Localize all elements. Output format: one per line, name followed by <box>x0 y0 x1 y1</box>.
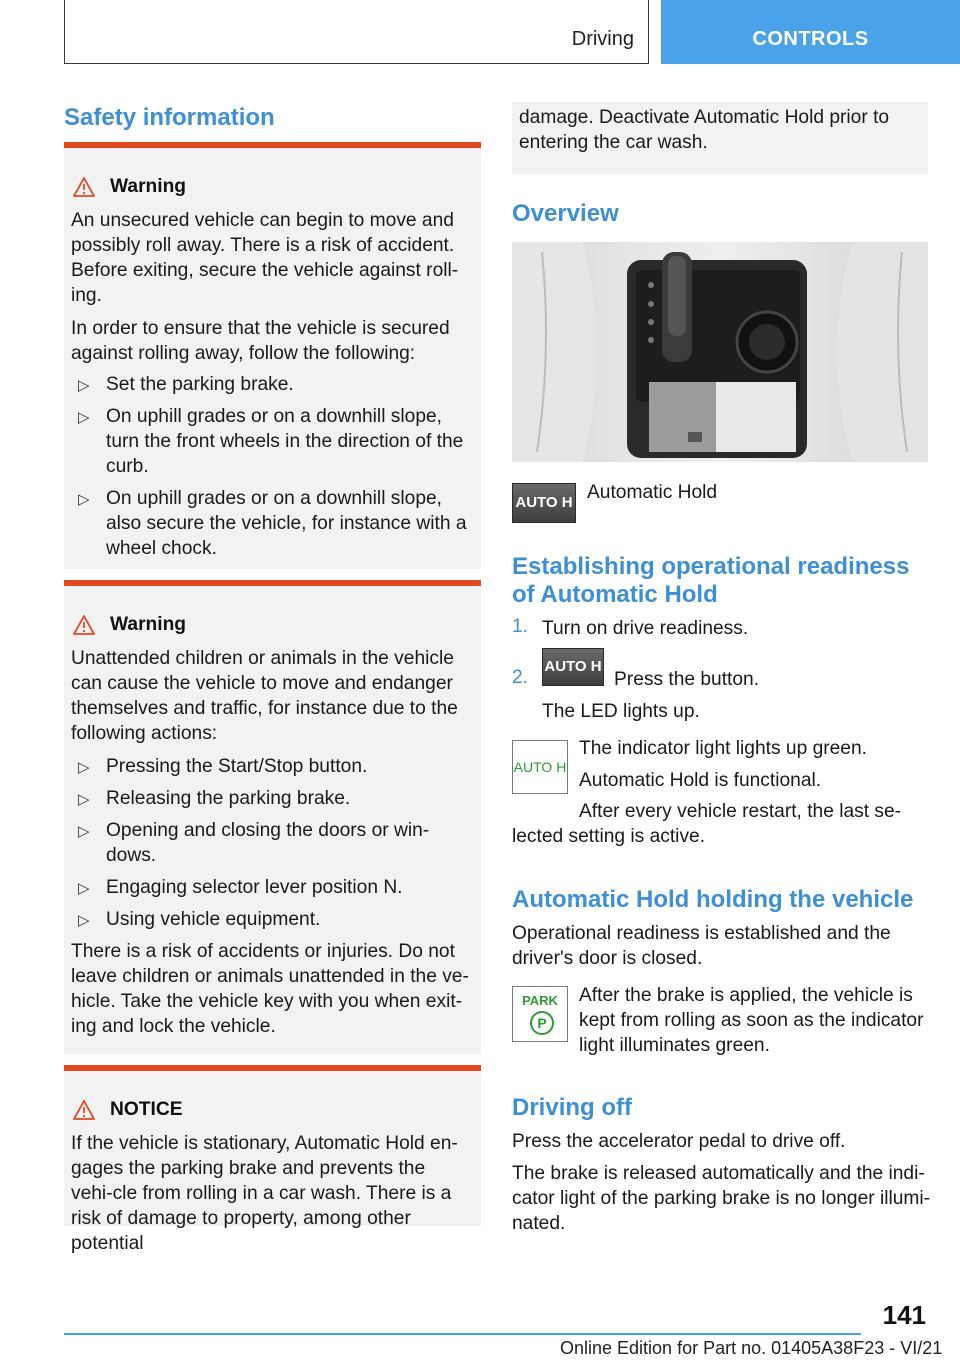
step-2-text: Press the button. <box>614 669 760 690</box>
bullet-icon: ▷ <box>78 491 90 508</box>
list-item: On uphill grades or on a downhill slope, also secure the vehicle, for instance with a wheel chock. <box>106 488 467 559</box>
notice-continuation: damage. Deactivate Automatic Hold prior to entering the car wash. <box>519 107 890 153</box>
notice-box <box>64 1065 481 1254</box>
bullet-icon: ▷ <box>78 791 90 808</box>
header-section-box <box>64 0 649 64</box>
warning-icon <box>72 614 96 636</box>
auto-hold-button-icon: AUTO H <box>542 648 604 686</box>
indicator-text-2: Automatic Hold is functional. <box>579 770 822 791</box>
warning-box-1 <box>64 142 481 569</box>
list-item: Opening and closing the doors or win-dows. <box>106 820 430 866</box>
console-photo <box>512 242 928 462</box>
warning1-intro: In order to ensure that the vehicle is secured against rolling away, follow the following: <box>71 318 450 364</box>
holding-text: Operational readiness is established and the driver's door is closed. <box>512 923 891 969</box>
auto-hold-label: Automatic Hold <box>587 482 718 503</box>
park-text: After the brake is applied, the vehicle is kept from rolling as soon as the indicator light illuminates green. <box>579 985 924 1056</box>
bullet-icon: ▷ <box>78 880 90 897</box>
list-item: On uphill grades or on a downhill slope, turn the front wheels in the direction of the curb. <box>106 406 464 477</box>
warning-label: Warning <box>110 614 187 635</box>
warning-box-2 <box>64 580 481 1054</box>
bullet-icon: ▷ <box>78 823 90 840</box>
notice-label: NOTICE <box>110 1099 183 1120</box>
readiness-title: Establishing operational readiness of Automatic Hold <box>512 553 910 608</box>
auto-hold-indicator-icon: AUTO H <box>512 740 568 794</box>
list-item: Releasing the parking brake. <box>106 788 351 809</box>
notice-continuation-box <box>512 102 928 174</box>
list-item: Set the parking brake. <box>106 374 294 395</box>
led-text: The LED lights up. <box>542 701 700 722</box>
warning1-text: An unsecured vehicle can begin to move and possibly roll away. There is a risk of accident. Before exiting, secure the vehicle against roll-ing. <box>71 210 459 306</box>
warning-label: Warning <box>110 176 187 197</box>
list-item: Engaging selector lever position N. <box>106 877 403 898</box>
header-chapter: CONTROLS <box>752 28 869 50</box>
footer-edition: Online Edition for Part no. 01405A38F23 - VI/21 <box>560 1338 943 1358</box>
indicator-text-1: The indicator light lights up green. <box>579 738 867 759</box>
driving-off-text-2: The brake is released automatically and the indi-cator light of the parking brake is no longer illumi-nated. <box>512 1163 931 1234</box>
bullet-icon: ▷ <box>78 409 90 426</box>
notice-text: If the vehicle is stationary, Automatic Hold en-gages the parking brake and prevents the vehi-cle from rolling in a car wash. There is a risk of damage to property, among other potential <box>71 1133 458 1254</box>
warning-icon <box>72 1099 96 1121</box>
bullet-icon: ▷ <box>78 377 90 394</box>
warning-icon <box>72 176 96 198</box>
list-item: Pressing the Start/Stop button. <box>106 756 368 777</box>
driving-off-text-1: Press the accelerator pedal to drive off. <box>512 1131 846 1152</box>
footer-divider <box>64 1333 861 1335</box>
warning2-text: Unattended children or animals in the vehicle can cause the vehicle to move and endanger themselves and traffic, for instance due to the following actions: <box>71 648 458 744</box>
bullet-icon: ▷ <box>78 912 90 929</box>
warning2-risk: There is a risk of accidents or injuries. Do not leave children or animals unattended in the ve-hicle. Take the vehicle key with you when exit-ing and lock the vehicle. <box>71 941 469 1037</box>
park-indicator-icon <box>512 986 568 1042</box>
step-number: 2. <box>512 667 529 688</box>
park-circle-icon: P <box>530 1011 554 1035</box>
safety-title: Safety information <box>64 104 275 131</box>
step-number: 1. <box>512 616 529 637</box>
park-indicator-label: PARK <box>522 993 558 1008</box>
header-chapter-tab <box>661 0 960 64</box>
page-number: 141 <box>882 1300 926 1330</box>
overview-title: Overview <box>512 200 619 227</box>
list-item: Using vehicle equipment. <box>106 909 321 930</box>
indicator-text-3: After every vehicle restart, the last se-lected setting is active. <box>512 801 902 847</box>
auto-hold-button-icon: AUTO H <box>512 483 576 523</box>
bullet-icon: ▷ <box>78 759 90 776</box>
step-1-text: Turn on drive readiness. <box>542 618 749 639</box>
header-section: Driving <box>571 28 634 50</box>
driving-off-title: Driving off <box>512 1094 632 1121</box>
holding-title: Automatic Hold holding the vehicle <box>512 886 914 913</box>
